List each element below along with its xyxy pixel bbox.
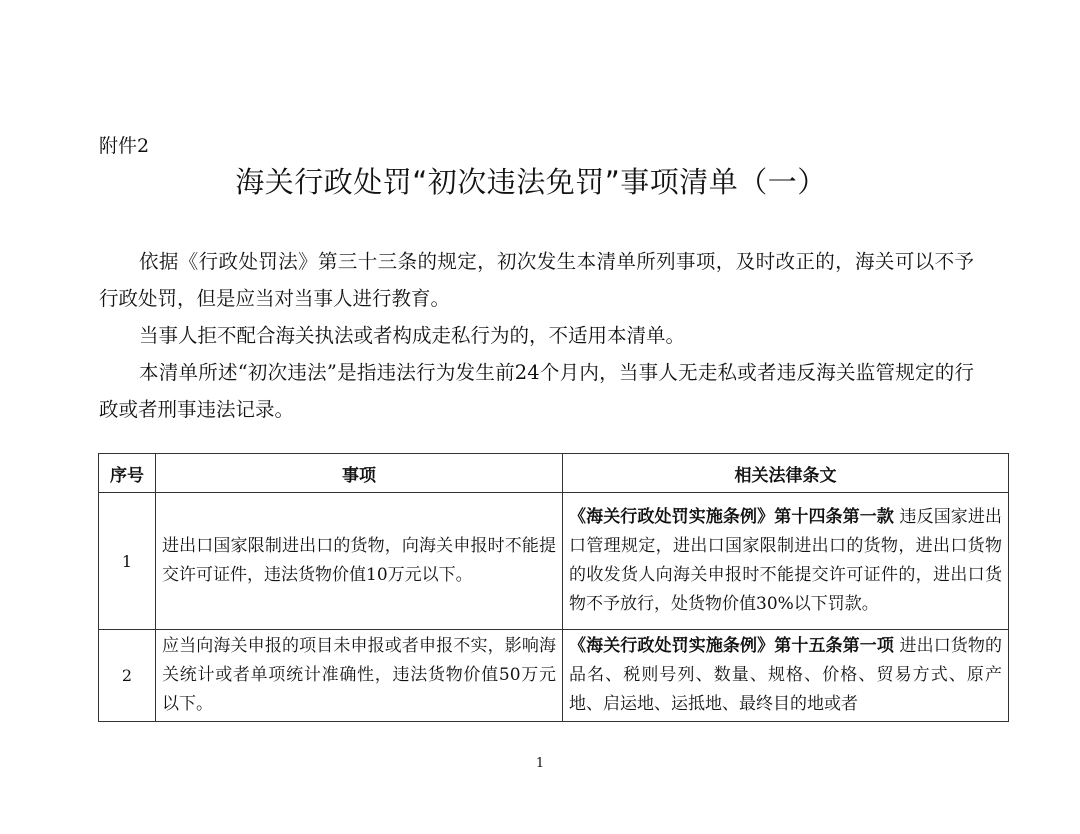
intro-paragraph-exclusion: 当事人拒不配合海关执法或者构成走私行为的，不适用本清单。 [139, 324, 686, 347]
table-header-row [99, 454, 1009, 493]
column-header-law: 相关法律条文 [563, 454, 1009, 493]
row-law [563, 493, 1009, 630]
column-header-number: 序号 [99, 454, 156, 493]
attachment-label: 附件2 [99, 135, 150, 157]
row-law [563, 630, 1009, 722]
law-article-title: 《海关行政处罚实施条例》第十五条第一项 [569, 636, 894, 656]
law-article-text: 进出口货物的品名、税则号列、数量、规格、价格、贸易方式、原产地、启运地、运抵地、最终目的地或者 [569, 636, 1003, 714]
row-matter: 进出口国家限制进出口的货物，向海关申报时不能提交许可证件，违法货物价值10万元以下。 [156, 493, 563, 630]
row-number: 1 [99, 493, 156, 630]
intro-paragraph-basis: 依据《行政处罚法》第三十三条的规定，初次发生本清单所列事项，及时改正的，海关可以不予行政处罚，但是应当对当事人进行教育。 [99, 250, 974, 310]
law-article-title: 《海关行政处罚实施条例》第十四条第一款 [569, 507, 894, 527]
row-number: 2 [99, 630, 156, 722]
matters-table [98, 453, 1009, 722]
table-row [99, 630, 1009, 722]
page-number: 1 [535, 756, 545, 771]
law-article-text: 违反国家进出口管理规定，进出口国家限制进出口的货物，进出口货物的收发货人向海关申报时不能提交许可证件的，进出口货物不予放行，处货物价值30%以下罚款。 [569, 507, 1003, 614]
column-header-matter: 事项 [156, 454, 563, 493]
page-title: 海关行政处罚“初次违法免罚”事项清单（一） [235, 165, 827, 199]
table-row [99, 493, 1009, 630]
intro-paragraph-definition: 本清单所述“初次违法”是指违法行为发生前24个月内，当事人无走私或者违反海关监管规定的行政或者刑事违法记录。 [99, 361, 974, 421]
row-matter: 应当向海关申报的项目未申报或者申报不实，影响海关统计或者单项统计准确性，违法货物价值50万元以下。 [156, 630, 563, 722]
